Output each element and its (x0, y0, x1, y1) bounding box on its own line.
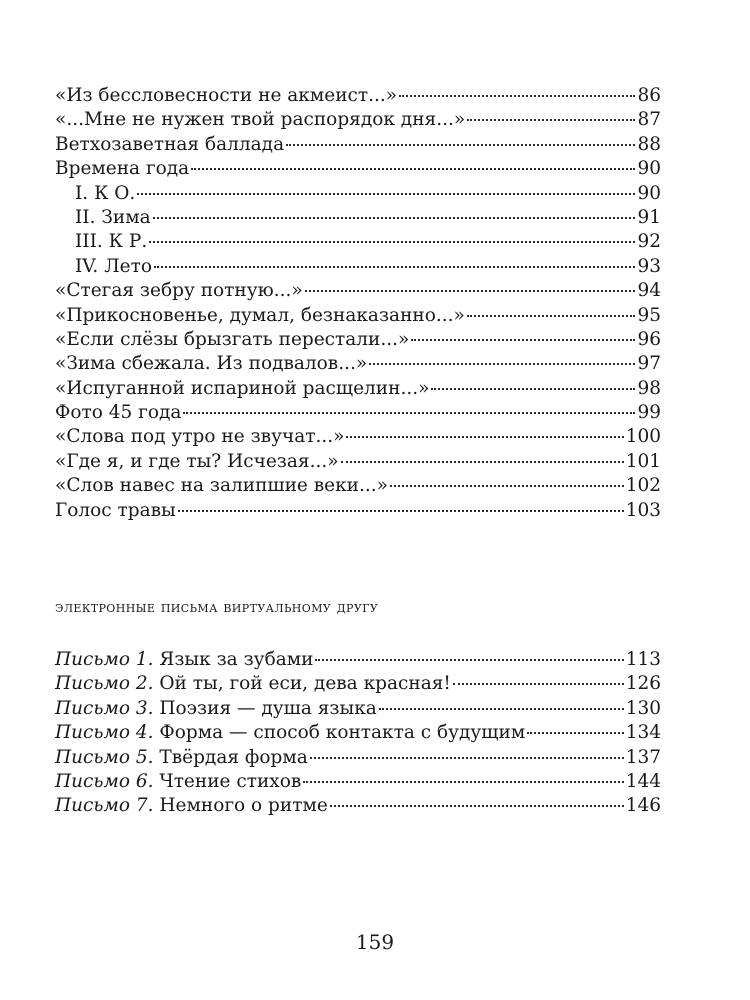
entry-page: 91 (637, 206, 661, 228)
toc-entry (55, 425, 661, 449)
entry-title-group (55, 794, 328, 818)
toc-entry (55, 304, 661, 328)
entry-title: Язык за зубами (159, 649, 314, 670)
entry-title-group (55, 697, 377, 721)
toc-letter-entry (55, 746, 661, 770)
entry-page: 88 (637, 133, 661, 155)
dot-leader (431, 388, 635, 390)
letter-number: Письмо 3. (55, 697, 154, 719)
entry-page: 94 (637, 280, 661, 302)
dot-leader (315, 659, 623, 661)
toc-entry (55, 474, 661, 498)
dot-leader (527, 732, 623, 734)
dot-leader (303, 781, 623, 783)
toc-entry (55, 401, 661, 425)
entry-title: Форма — способ контакта с будущим (159, 722, 526, 744)
toc-letter-entry (55, 648, 661, 672)
entry-title: «Если слёзы брызгать перестали...» (55, 328, 410, 350)
entry-title: «...Мне не нужен твой распорядок дня...» (55, 109, 466, 131)
toc-subentry (55, 182, 661, 206)
toc-letter-entry (55, 721, 661, 745)
entry-page: 102 (625, 475, 661, 497)
letter-number: Письмо 1. (55, 649, 154, 670)
dot-leader (341, 461, 624, 463)
entry-title: Фото 45 года (55, 402, 182, 424)
entry-page: 126 (625, 673, 661, 695)
letter-number: Письмо 2. (55, 673, 154, 695)
entry-page: 99 (637, 402, 661, 424)
toc-entry (55, 279, 661, 303)
letter-number: Письмо 5. (55, 746, 154, 768)
entry-page: 130 (625, 697, 661, 719)
toc-entry (55, 108, 661, 132)
entry-page: 103 (625, 499, 661, 521)
dot-leader (149, 241, 635, 243)
dot-leader (467, 315, 636, 317)
entry-page: 137 (625, 746, 661, 768)
entry-page: 101 (625, 450, 661, 472)
toc-subentry (55, 255, 661, 279)
dot-leader (390, 485, 624, 487)
dot-leader (137, 193, 635, 195)
toc-subentry (55, 206, 661, 230)
entry-title: «Слов навес на залипшие веки...» (55, 475, 388, 497)
dot-leader (467, 119, 635, 121)
letter-number: Письмо 4. (55, 722, 154, 744)
dot-leader (399, 95, 635, 97)
entry-title-group (55, 746, 308, 770)
dot-leader (154, 266, 635, 268)
entry-page: 90 (637, 182, 661, 204)
entry-title: «Зима сбежала. Из подвалов...» (55, 353, 368, 375)
entry-title: «Где я, и где ты? Исчезая...» (55, 450, 339, 472)
section-heading: электронные письма виртуальному другу (55, 597, 379, 616)
dot-leader (286, 144, 635, 146)
dot-leader (183, 412, 635, 414)
entry-title-group (55, 721, 525, 745)
toc-subentry (55, 230, 661, 254)
dot-leader (153, 217, 636, 219)
entry-page: 90 (637, 158, 661, 180)
entry-page: 95 (637, 304, 661, 326)
toc-letter-entry (55, 794, 661, 818)
entry-page: 100 (625, 426, 661, 448)
entry-page: 113 (625, 649, 661, 670)
toc-letter-entry (55, 697, 661, 721)
entry-title: Чтение стихов (159, 770, 302, 792)
entry-page: 144 (625, 770, 661, 792)
toc-letter-entry (55, 672, 661, 696)
entry-title-group (55, 770, 301, 794)
entry-title-group (55, 648, 313, 672)
entry-page: 87 (637, 109, 661, 131)
toc-entry (55, 450, 661, 474)
letter-number: Письмо 6. (55, 770, 154, 792)
entry-title: IV. Лето (75, 255, 152, 277)
table-of-contents-part-2 (55, 648, 661, 819)
dot-leader (346, 436, 623, 438)
entry-title: Немного о ритме (159, 795, 328, 817)
toc-entry (55, 377, 661, 401)
entry-page: 86 (637, 85, 661, 106)
letter-number: Письмо 7. (55, 795, 154, 817)
toc-letter-entry (55, 770, 661, 794)
toc-entry (55, 352, 661, 376)
entry-page: 98 (637, 377, 661, 399)
entry-title: I. К О. (75, 182, 136, 204)
dot-leader (411, 339, 635, 341)
entry-page: 134 (625, 722, 661, 744)
entry-title: Ветхозаветная баллада (55, 133, 285, 155)
entry-title: Голос травы (55, 499, 176, 521)
dot-leader (191, 168, 635, 170)
dot-leader (453, 683, 624, 685)
dot-leader (310, 757, 624, 759)
entry-page: 93 (637, 255, 661, 277)
entry-title-group (55, 672, 451, 696)
entry-title: «Слова под утро не звучат...» (55, 426, 345, 448)
entry-title: «Из бессловесности не акмеист...» (55, 85, 398, 106)
page-number: 159 (355, 930, 395, 954)
entry-title: «Испуганной испариной расщелин...» (55, 377, 430, 399)
dot-leader (330, 805, 624, 807)
entry-title: III. К Р. (75, 231, 148, 253)
entry-page: 146 (625, 795, 661, 817)
entry-title: «Стегая зебру потную...» (55, 280, 303, 302)
entry-title: II. Зима (75, 206, 151, 228)
dot-leader (369, 363, 635, 365)
toc-entry (55, 133, 661, 157)
entry-title: Ой ты, гой еси, дева красная! (159, 673, 451, 695)
toc-entry (55, 499, 661, 523)
entry-title: Времена года (55, 158, 190, 180)
entry-title: «Прикосновенье, думал, безнаказанно...» (55, 304, 465, 326)
dot-leader (379, 708, 624, 710)
toc-entry (55, 328, 661, 352)
table-of-contents-part-1 (55, 84, 661, 523)
dot-leader (305, 290, 636, 292)
entry-title: Поэзия — душа языка (159, 697, 377, 719)
entry-page: 92 (637, 231, 661, 253)
dot-leader (178, 510, 624, 512)
toc-entry (55, 157, 661, 181)
entry-page: 97 (637, 353, 661, 375)
toc-entry (55, 84, 661, 108)
entry-page: 96 (637, 328, 661, 350)
entry-title: Твёрдая форма (159, 746, 308, 768)
